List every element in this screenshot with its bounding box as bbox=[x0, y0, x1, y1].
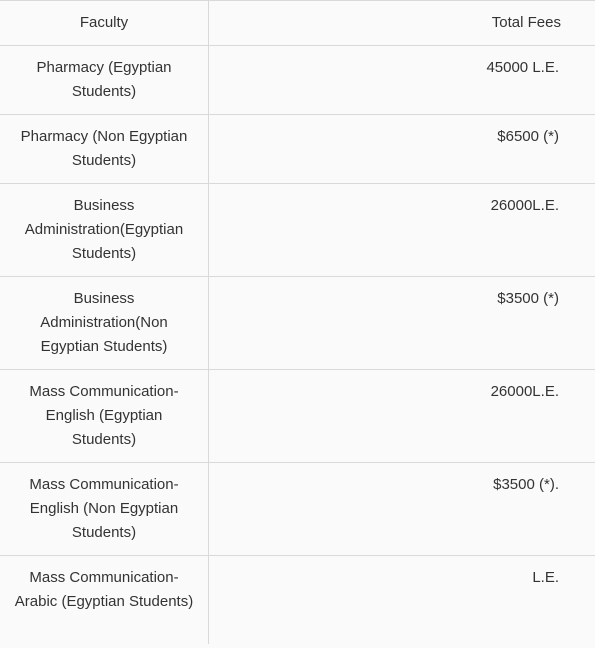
table-row bbox=[0, 277, 595, 370]
middle-cell bbox=[209, 370, 383, 462]
faculty-cell: Business Administration(Non Egyptian Students) bbox=[0, 277, 209, 369]
header-total-fees: Total Fees bbox=[491, 14, 561, 31]
fee-cell bbox=[383, 115, 595, 183]
fee-value: 26000L.E. bbox=[490, 383, 559, 400]
fee-value: 45000 L.E. bbox=[486, 59, 559, 76]
faculty-cell: Mass Communication-Arabic (Egyptian Students) bbox=[0, 556, 209, 644]
faculty-cell: Mass Communication-English (Non Egyptian Students) bbox=[0, 463, 209, 555]
fee-cell bbox=[383, 370, 595, 462]
fee-cell bbox=[383, 277, 595, 369]
middle-cell bbox=[209, 115, 383, 183]
faculty-cell: Pharmacy (Egyptian Students) bbox=[0, 46, 209, 114]
fee-cell bbox=[383, 556, 595, 644]
faculty-cell: Business Administration(Egyptian Students) bbox=[0, 184, 209, 276]
fee-value: L.E. bbox=[532, 569, 559, 586]
fee-cell bbox=[383, 184, 595, 276]
table-row bbox=[0, 184, 595, 277]
middle-cell bbox=[209, 556, 383, 644]
middle-cell bbox=[209, 463, 383, 555]
fee-cell bbox=[383, 46, 595, 114]
fee-value: $6500 (*) bbox=[497, 128, 559, 145]
table-header-row bbox=[0, 1, 595, 46]
fee-value: 26000L.E. bbox=[490, 197, 559, 214]
middle-cell bbox=[209, 277, 383, 369]
faculty-cell: Mass Communication-English (Egyptian Students) bbox=[0, 370, 209, 462]
middle-cell bbox=[209, 184, 383, 276]
table-row bbox=[0, 556, 595, 644]
faculty-cell: Pharmacy (Non Egyptian Students) bbox=[0, 115, 209, 183]
middle-cell bbox=[209, 46, 383, 114]
fee-value: $3500 (*) bbox=[497, 290, 559, 307]
table-row bbox=[0, 46, 595, 115]
table-row bbox=[0, 463, 595, 556]
table-row bbox=[0, 115, 595, 184]
header-middle bbox=[209, 1, 383, 45]
fee-cell bbox=[383, 463, 595, 555]
fee-value: $3500 (*). bbox=[493, 476, 559, 493]
header-faculty: Faculty bbox=[0, 1, 209, 45]
table-row bbox=[0, 370, 595, 463]
